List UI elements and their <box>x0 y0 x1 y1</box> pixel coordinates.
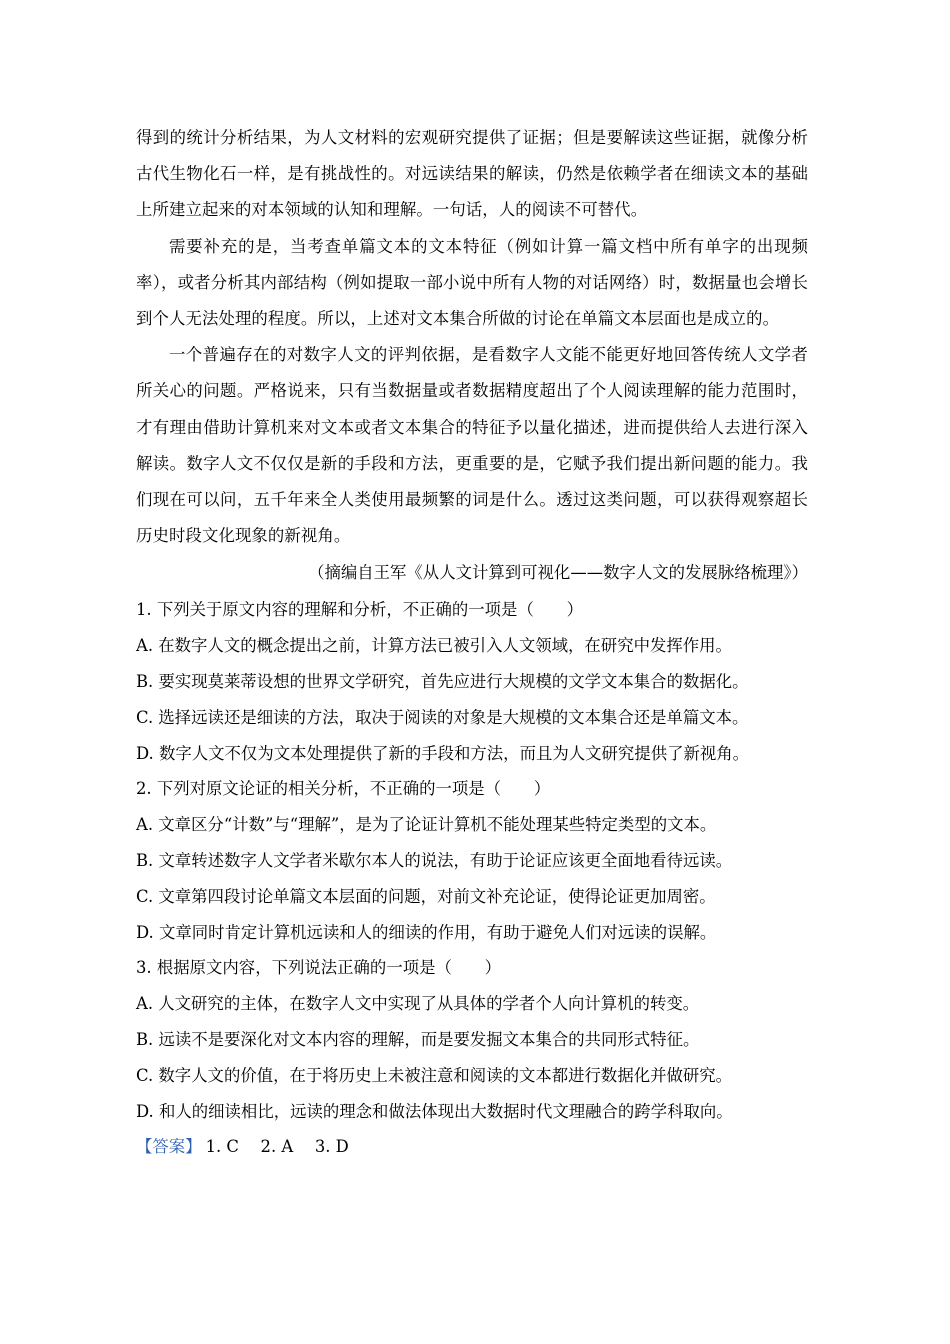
question-1-option-a: A. 在数字人文的概念提出之前，计算方法已被引入人文领域，在研究中发挥作用。 <box>136 636 732 656</box>
question-1-stem: 1. 下列关于原文内容的理解和分析，不正确的一项是（ ） <box>136 600 584 620</box>
question-3-option-a: A. 人文研究的主体，在数字人文中实现了从具体的学者个人向计算机的转变。 <box>136 994 700 1014</box>
passage-source: （摘编自王军《从人文计算到可视化——数字人文的发展脉络梳理》） <box>308 563 808 583</box>
question-1 <box>136 592 808 771</box>
answer-tag: 【答案】 <box>136 1137 202 1157</box>
question-3-option-b: B. 远读不是要深化对文本内容的理解，而是要发掘文本集合的共同形式特征。 <box>136 1030 700 1049</box>
question-2-option-a: A. 文章区分“计数”与“理解”，是为了论证计算机不能处理某些特定类型的文本。 <box>136 815 717 835</box>
question-1-option-d: D. 数字人文不仅为文本处理提供了新的手段和方法，而且为人文研究提供了新视角。 <box>136 743 750 763</box>
question-3-option-d: D. 和人的细读相比，远读的理念和做法体现出大数据时代文理融合的跨学科取向。 <box>136 1101 733 1121</box>
question-2 <box>136 771 808 950</box>
passage-paragraph-2: 需要补充的是，当考查单篇文本的文本特征（例如计算一篇文档中所有单字的出现频率），或者分析其内部结构（例如提取一部小说中所有人物的对话网络）时，数据量也会增长到个人无法处理的程度。所以，上述对文本集合所做的讨论在单篇文本层面也是成立的。 <box>136 236 808 329</box>
question-3-option-c: C. 数字人文的价值，在于将历史上未被注意和阅读的文本都进行数据化并做研究。 <box>136 1065 733 1085</box>
question-1-option-b: B. 要实现莫莱蒂设想的世界文学研究，首先应进行大规模的文学文本集合的数据化。 <box>136 672 749 692</box>
document-page <box>136 120 808 1165</box>
passage-paragraph-1: 得到的统计分析结果，为人文材料的宏观研究提供了证据；但是要解读这些证据，就像分析古代生物化石一样，是有挑战性的。对远读结果的解读，仍然是依赖学者在细读文本的基础上所建立起来的对本领域的认知和理解。一句话，人的阅读不可替代。 <box>136 128 808 220</box>
question-2-option-c: C. 文章第四段讨论单篇文本层面的问题，对前文补充论证，使得论证更加周密。 <box>136 886 716 906</box>
question-3-stem: 3. 根据原文内容，下列说法正确的一项是（ ） <box>136 958 502 978</box>
answer-text: 1. C 2. A 3. D <box>205 1137 349 1157</box>
question-1-option-c: C. 选择远读还是细读的方法，取决于阅读的对象是大规模的文本集合还是单篇文本。 <box>136 707 749 727</box>
question-2-option-b: B. 文章转述数字人文学者米歇尔本人的说法，有助于论证应该更全面地看待远读。 <box>136 851 733 871</box>
question-2-option-d: D. 文章同时肯定计算机远读和人的细读的作用，有助于避免人们对远读的误解。 <box>136 922 717 942</box>
passage-paragraph-3: 一个普遍存在的对数字人文的评判依据，是看数字人文能不能更好地回答传统人文学者所关心的问题。严格说来，只有当数据量或者数据精度超出了个人阅读理解的能力范围时，才有理由借助计算机来对文本或者文本集合的特征予以量化描述，进而提供给人去进行深入解读。数字人文不仅仅是新的手段和方法，更重要的是，它赋予我们提出新问题的能力。我们现在可以问，五千年来全人类使用最频繁的词是什么。透过这类问题，可以获得观察超长历史时段文化现象的新视角。 <box>136 345 808 546</box>
answer-line <box>136 1129 808 1165</box>
question-3 <box>136 950 808 1129</box>
question-2-stem: 2. 下列对原文论证的相关分析，不正确的一项是（ ） <box>136 779 551 799</box>
